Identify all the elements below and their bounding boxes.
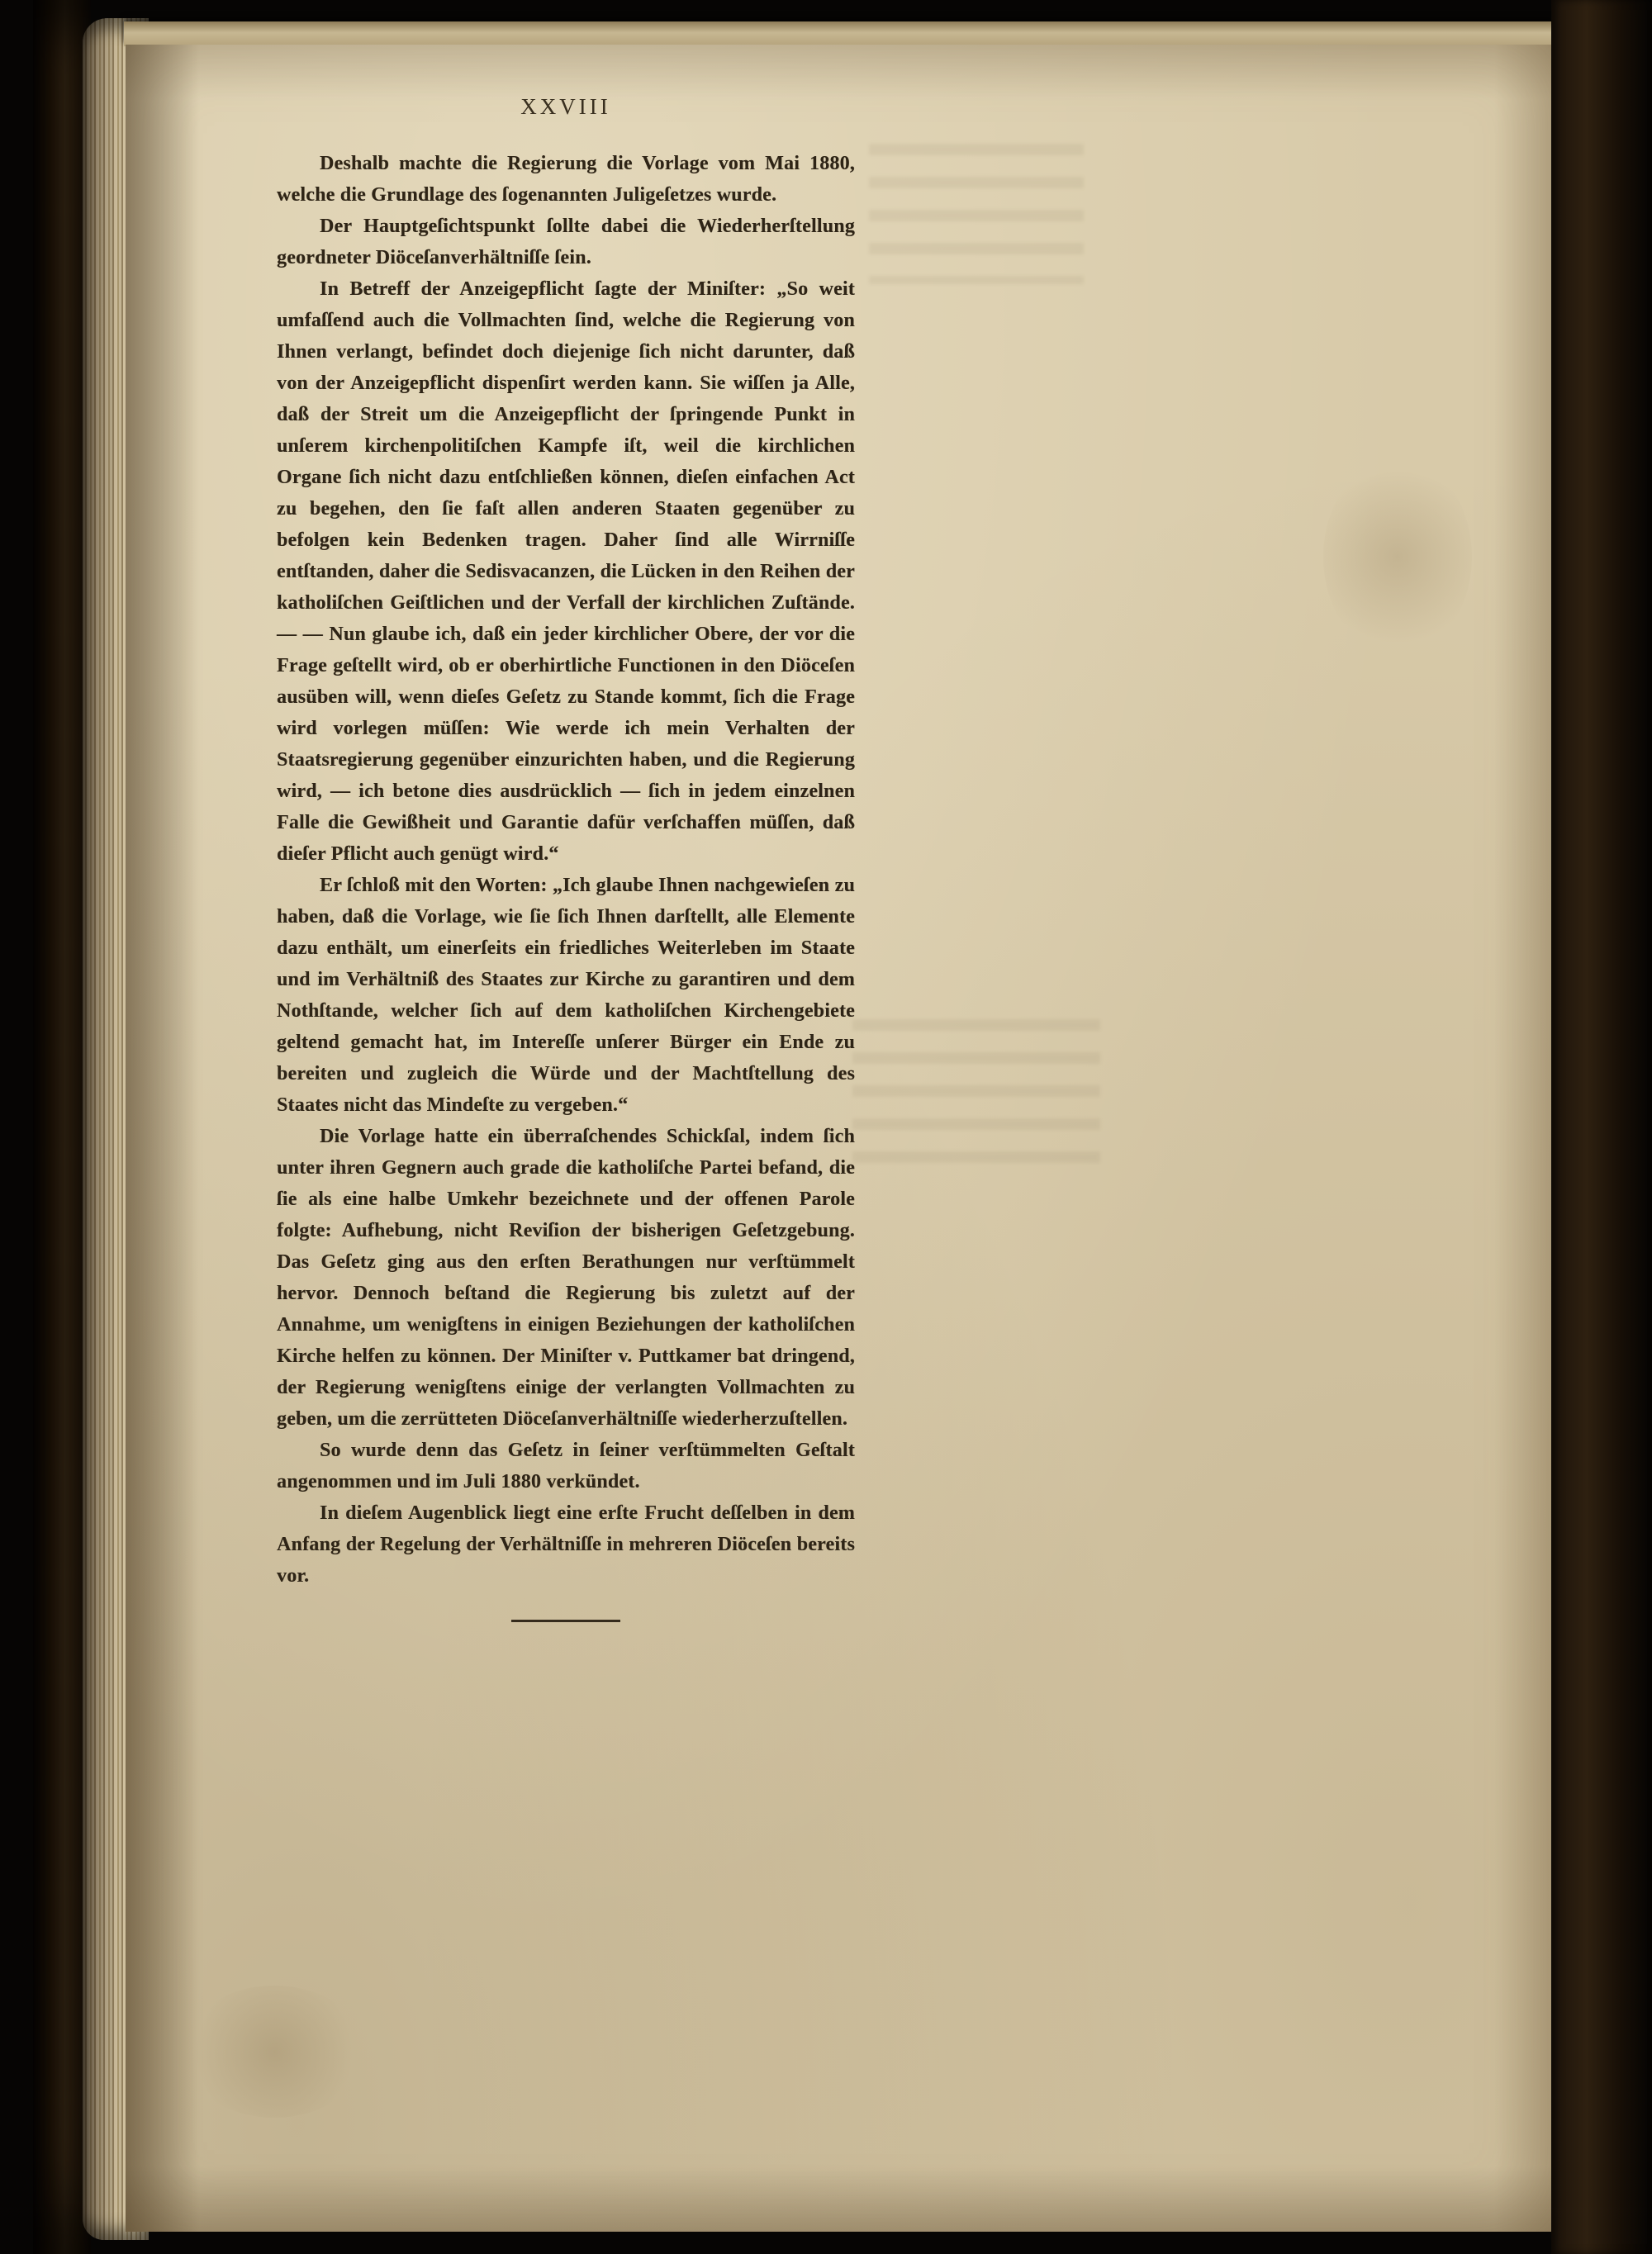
page-top-edge xyxy=(124,21,1551,46)
book-cover-right xyxy=(1551,0,1652,2254)
book-page xyxy=(126,45,1551,2232)
paragraph-1: Deshalb machte die Regierung die Vorlage vom Mai 1880, welche die Grundlage des ſogenannten Juligeſetzes wurde. xyxy=(277,153,855,206)
paragraph-2: Der Hauptgeſichtspunkt ſollte dabei die Wiederherſtellung geordneter Diöceſanverhältniſſe ſein. xyxy=(277,216,855,268)
text-block xyxy=(277,45,855,1622)
paper-stain xyxy=(1323,458,1472,656)
section-divider xyxy=(511,1620,620,1622)
paragraph-5: Die Vorlage hatte ein überraſchendes Schickſal, indem ſich unter ihren Gegnern auch grade die katholiſche Partei befand, die ſie als eine halbe Umkehr bezeichnete und der offenen Parole folgte: Aufhebung, nicht Reviſion der bisherigen Geſetzgebung. Das Geſetz ging aus den erſten Berathungen nur verſtümmelt hervor. Dennoch beſtand die Regierung bis zuletzt auf der Annahme, um wenigſtens in einigen Beziehungen der katholiſchen Kirche helfen zu können. Der Miniſter v. Puttkamer bat dringend, der Regierung wenigſtens einige der verlangten Vollmachten zu geben, um die zerrütteten Diöceſanverhältniſſe wiederherzuſtellen. xyxy=(277,1126,855,1430)
page-number: XXVIII xyxy=(520,94,611,119)
paragraph-6: So wurde denn das Geſetz in ſeiner verſtümmelten Geſtalt angenommen und im Juli 1880 verkündet. xyxy=(277,1440,855,1492)
reverse-side-showthrough xyxy=(852,1019,1100,1184)
reverse-side-showthrough xyxy=(869,144,1084,284)
paper-stain xyxy=(183,1986,365,2118)
gutter-shadow xyxy=(126,45,200,2232)
paragraph-4: Er ſchloß mit den Worten: „Ich glaube Ihnen nachgewieſen zu haben, daß die Vorlage, wie ſie ſich Ihnen darſtellt, alle Elemente dazu enthält, um einerſeits ein friedliches Weiterleben im Staate und im Verhältniß des Staates zur Kirche zu garantiren und dem Nothſtande, welcher ſich auf dem katholiſchen Kirchengebiete geltend gemacht hat, im Intereſſe unſerer Bürger ein Ende zu bereiten und zugleich die Würde und der Machtſtellung des Staates nicht das Mindeſte zu vergeben.“ xyxy=(277,875,855,1116)
paragraph-3: In Betreff der Anzeigepflicht ſagte der Miniſter: „So weit umfaſſend auch die Vollmachten ſind, welche die Regierung von Ihnen verlangt, befindet doch diejenige ſich nicht darunter, daß von der Anzeigepflicht dispenſirt werden kann. Sie wiſſen ja Alle, daß der Streit um die Anzeigepflicht der ſpringende Punkt in unſerem kirchenpolitiſchen Kampfe iſt, weil die kirchlichen Organe ſich nicht dazu entſchließen können, dieſen einfachen Act zu begehen, den ſie faſt allen anderen Staaten gegenüber zu befolgen kein Bedenken tragen. Daher ſind alle Wirrniſſe entſtanden, daher die Sedisvacanzen, die Lücken in den Reihen der katholiſchen Geiſtlichen und der Verfall der kirchlichen Zuſtände. — — Nun glaube ich, daß ein jeder kirchlicher Obere, der vor die Frage geſtellt wird, ob er oberhirtliche Functionen in den Diöceſen ausüben will, wenn dieſes Geſetz zu Stande kommt, ſich die Frage wird vorlegen müſſen: Wie werde ich mein Verhalten der Staatsregierung gegenüber einzurichten haben, und die Regierung wird, — ich betone dies ausdrücklich — ſich in jedem einzelnen Falle die Gewißheit und Garantie dafür verſchaffen müſſen, daß dieſer Pflicht auch genügt wird.“ xyxy=(277,278,855,865)
paragraph-7: In dieſem Augenblick liegt eine erſte Frucht deſſelben in dem Anfang der Regelung der Verhältniſſe in mehreren Diöceſen bereits vor. xyxy=(277,1502,855,1587)
